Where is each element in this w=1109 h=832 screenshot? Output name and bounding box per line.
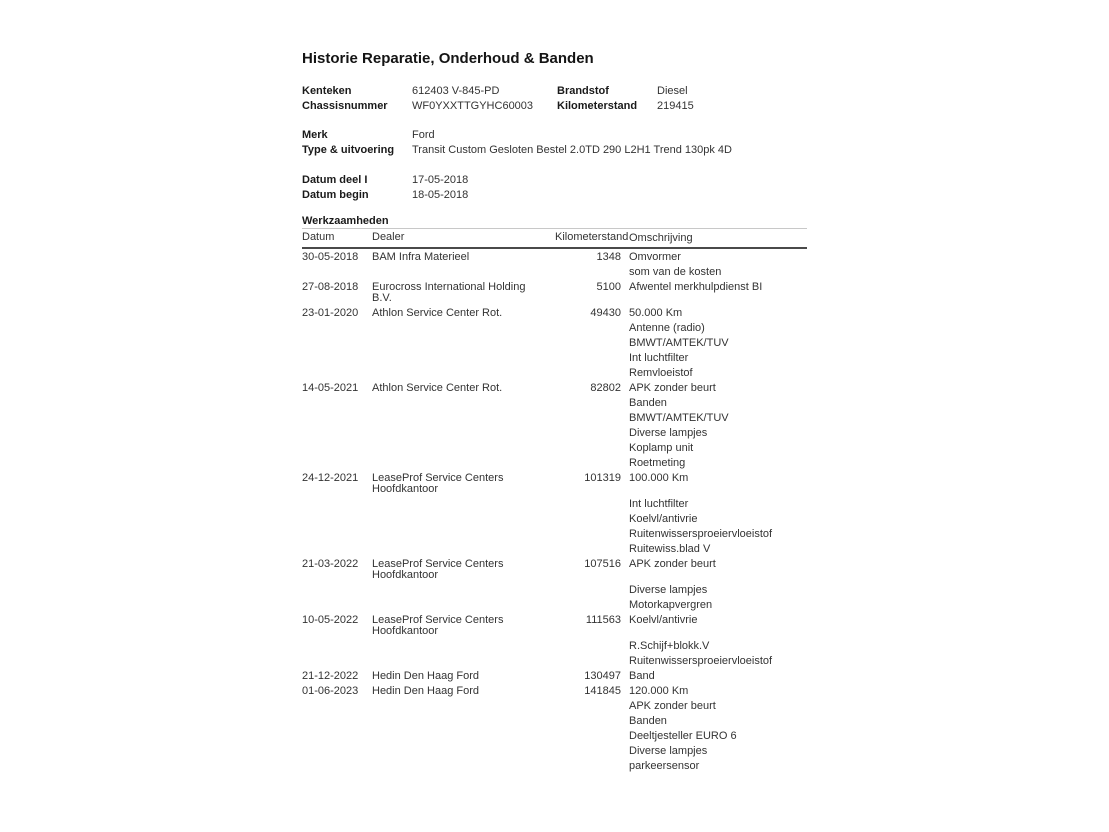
dealer-line: B.V. xyxy=(372,292,392,304)
dealer-cell xyxy=(372,473,555,495)
dealer-line: Hoofdkantoor xyxy=(372,625,439,637)
field-label-chassisnummer: Chassisnummer xyxy=(302,100,388,112)
table-row-continuation xyxy=(302,351,807,366)
dealer-line: Athlon Service Center Rot. xyxy=(372,382,503,394)
table-row-continuation xyxy=(302,366,807,381)
field-value-chassisnummer: WF0YXXTTGYHC60003 xyxy=(412,100,534,112)
table-row xyxy=(302,613,807,639)
field-value-kenteken: 612403 V-845-PD xyxy=(412,85,500,97)
omschrijving-cell: Koelvl/antivrie xyxy=(629,614,698,626)
omschrijving-cell: parkeersensor xyxy=(629,760,700,772)
table-row-continuation xyxy=(302,714,807,729)
kilometerstand-cell: 82802 xyxy=(590,382,621,394)
report-document xyxy=(302,0,807,774)
table-row xyxy=(302,306,807,321)
omschrijving-cell: Omvormer xyxy=(629,251,681,263)
table-row xyxy=(302,684,807,699)
column-header-datum: Datum xyxy=(302,231,335,243)
omschrijving-cell: Int luchtfilter xyxy=(629,352,689,364)
field-label-brandstof: Brandstof xyxy=(557,85,609,97)
werkzaamheden-section-title: Werkzaamheden xyxy=(302,215,389,227)
kilometerstand-cell: 111563 xyxy=(585,614,621,626)
dealer-cell xyxy=(372,282,555,304)
table-row xyxy=(302,557,807,583)
table-row-continuation xyxy=(302,456,807,471)
info-row xyxy=(302,86,807,101)
omschrijving-cell: Afwentel merkhulpdienst BI xyxy=(629,281,763,293)
table-row xyxy=(302,471,807,497)
field-value-datum-deel-i: 17-05-2018 xyxy=(412,174,469,186)
kilometerstand-cell: 141845 xyxy=(584,685,621,697)
werkzaamheden-table-header xyxy=(302,228,807,249)
column-header-omschrijving: Omschrijving xyxy=(629,232,693,244)
omschrijving-cell: Roetmeting xyxy=(629,457,686,469)
table-row-continuation xyxy=(302,759,807,774)
omschrijving-cell: Ruitewiss.blad V xyxy=(629,543,711,555)
dealer-line: Hedin Den Haag Ford xyxy=(372,670,480,682)
dealer-line: Athlon Service Center Rot. xyxy=(372,307,503,319)
info-row xyxy=(302,130,807,145)
table-row-continuation xyxy=(302,336,807,351)
info-row xyxy=(302,145,807,160)
omschrijving-cell: APK zonder beurt xyxy=(629,382,716,394)
datum-cell: 21-12-2022 xyxy=(302,670,359,682)
omschrijving-cell: 100.000 Km xyxy=(629,472,689,484)
dealer-cell xyxy=(372,308,555,319)
info-row xyxy=(302,101,807,116)
dealer-cell xyxy=(372,383,555,394)
datum-cell: 21-03-2022 xyxy=(302,558,359,570)
info-row xyxy=(302,175,807,190)
column-header-dealer: Dealer xyxy=(372,231,405,243)
field-label-kenteken: Kenteken xyxy=(302,85,352,97)
registration-block xyxy=(302,86,807,116)
omschrijving-cell: Koplamp unit xyxy=(629,442,694,454)
field-label-type: Type & uitvoering xyxy=(302,144,395,156)
table-row xyxy=(302,280,807,306)
dealer-line: Eurocross International Holding xyxy=(372,281,526,293)
table-row-continuation xyxy=(302,321,807,336)
field-value-brandstof: Diesel xyxy=(657,85,688,97)
page-title: Historie Reparatie, Onderhoud & Banden xyxy=(302,50,594,67)
kilometerstand-cell: 1348 xyxy=(596,251,621,263)
table-row-continuation xyxy=(302,583,807,598)
omschrijving-cell: Diverse lampjes xyxy=(629,427,708,439)
dealer-line: LeaseProf Service Centers xyxy=(372,472,504,484)
omschrijving-cell: Int luchtfilter xyxy=(629,498,689,510)
table-row-continuation xyxy=(302,497,807,512)
omschrijving-cell: 50.000 Km xyxy=(629,307,683,319)
dealer-line: LeaseProf Service Centers xyxy=(372,558,504,570)
table-row-continuation xyxy=(302,598,807,613)
omschrijving-cell: Antenne (radio) xyxy=(629,322,705,334)
dealer-line: LeaseProf Service Centers xyxy=(372,614,504,626)
table-row-continuation xyxy=(302,729,807,744)
dealer-line: Hoofdkantoor xyxy=(372,569,439,581)
omschrijving-cell: APK zonder beurt xyxy=(629,558,716,570)
omschrijving-cell: Ruitenwissersproeiervloeistof xyxy=(629,655,773,667)
kilometerstand-cell: 49430 xyxy=(590,307,621,319)
field-value-datum-begin: 18-05-2018 xyxy=(412,189,469,201)
omschrijving-cell: Motorkapvergren xyxy=(629,599,713,611)
dealer-cell xyxy=(372,615,555,637)
table-row xyxy=(302,250,807,265)
table-row-continuation xyxy=(302,426,807,441)
omschrijving-cell: Remvloeistof xyxy=(629,367,693,379)
omschrijving-cell: Ruitenwissersproeiervloeistof xyxy=(629,528,773,540)
datum-cell: 24-12-2021 xyxy=(302,472,359,484)
omschrijving-cell: Banden xyxy=(629,397,667,409)
omschrijving-cell: 120.000 Km xyxy=(629,685,689,697)
omschrijving-cell: Koelvl/antivrie xyxy=(629,513,698,525)
field-value-merk: Ford xyxy=(412,129,435,141)
werkzaamheden-rows xyxy=(302,250,807,774)
dealer-cell xyxy=(372,252,555,263)
dealer-cell xyxy=(372,671,555,682)
info-row xyxy=(302,190,807,205)
table-row xyxy=(302,381,807,396)
dealer-line: BAM Infra Materieel xyxy=(372,251,470,263)
table-row-continuation xyxy=(302,396,807,411)
omschrijving-cell: som van de kosten xyxy=(629,266,722,278)
table-row-continuation xyxy=(302,542,807,557)
datum-cell: 27-08-2018 xyxy=(302,281,359,293)
table-row-continuation xyxy=(302,699,807,714)
field-label-kilometerstand: Kilometerstand xyxy=(557,100,638,112)
dealer-line: Hedin Den Haag Ford xyxy=(372,685,480,697)
table-row-continuation xyxy=(302,527,807,542)
omschrijving-cell: R.Schijf+blokk.V xyxy=(629,640,710,652)
datum-cell: 10-05-2022 xyxy=(302,614,359,626)
column-header-kilometerstand: Kilometerstand xyxy=(555,231,629,243)
datum-cell: 23-01-2020 xyxy=(302,307,359,319)
field-value-kilometerstand: 219415 xyxy=(657,100,694,112)
dates-block xyxy=(302,175,807,205)
field-value-type: Transit Custom Gesloten Bestel 2.0TD 290 L2H1 Trend 130pk 4D xyxy=(412,144,732,156)
table-row-continuation xyxy=(302,654,807,669)
omschrijving-cell: Diverse lampjes xyxy=(629,584,708,596)
datum-cell: 01-06-2023 xyxy=(302,685,359,697)
omschrijving-cell: Band xyxy=(629,670,655,682)
table-row-continuation xyxy=(302,441,807,456)
table-row-continuation xyxy=(302,411,807,426)
kilometerstand-cell: 5100 xyxy=(596,281,621,293)
dealer-cell xyxy=(372,686,555,697)
kilometerstand-cell: 107516 xyxy=(584,558,621,570)
field-label-datum-deel-i: Datum deel I xyxy=(302,174,368,186)
omschrijving-cell: Banden xyxy=(629,715,667,727)
omschrijving-cell: Deeltjesteller EURO 6 xyxy=(629,730,737,742)
table-row xyxy=(302,669,807,684)
kilometerstand-cell: 130497 xyxy=(584,670,621,682)
omschrijving-cell: BMWT/AMTEK/TUV xyxy=(629,412,729,424)
table-row-continuation xyxy=(302,512,807,527)
omschrijving-cell: BMWT/AMTEK/TUV xyxy=(629,337,729,349)
omschrijving-cell: APK zonder beurt xyxy=(629,700,716,712)
omschrijving-cell: Diverse lampjes xyxy=(629,745,708,757)
table-row-continuation xyxy=(302,744,807,759)
field-label-merk: Merk xyxy=(302,129,328,141)
kilometerstand-cell: 101319 xyxy=(584,472,621,484)
datum-cell: 14-05-2021 xyxy=(302,382,359,394)
dealer-cell xyxy=(372,559,555,581)
table-row-continuation xyxy=(302,265,807,280)
datum-cell: 30-05-2018 xyxy=(302,251,359,263)
model-block xyxy=(302,130,807,160)
dealer-line: Hoofdkantoor xyxy=(372,483,439,495)
field-label-datum-begin: Datum begin xyxy=(302,189,369,201)
table-row-continuation xyxy=(302,639,807,654)
